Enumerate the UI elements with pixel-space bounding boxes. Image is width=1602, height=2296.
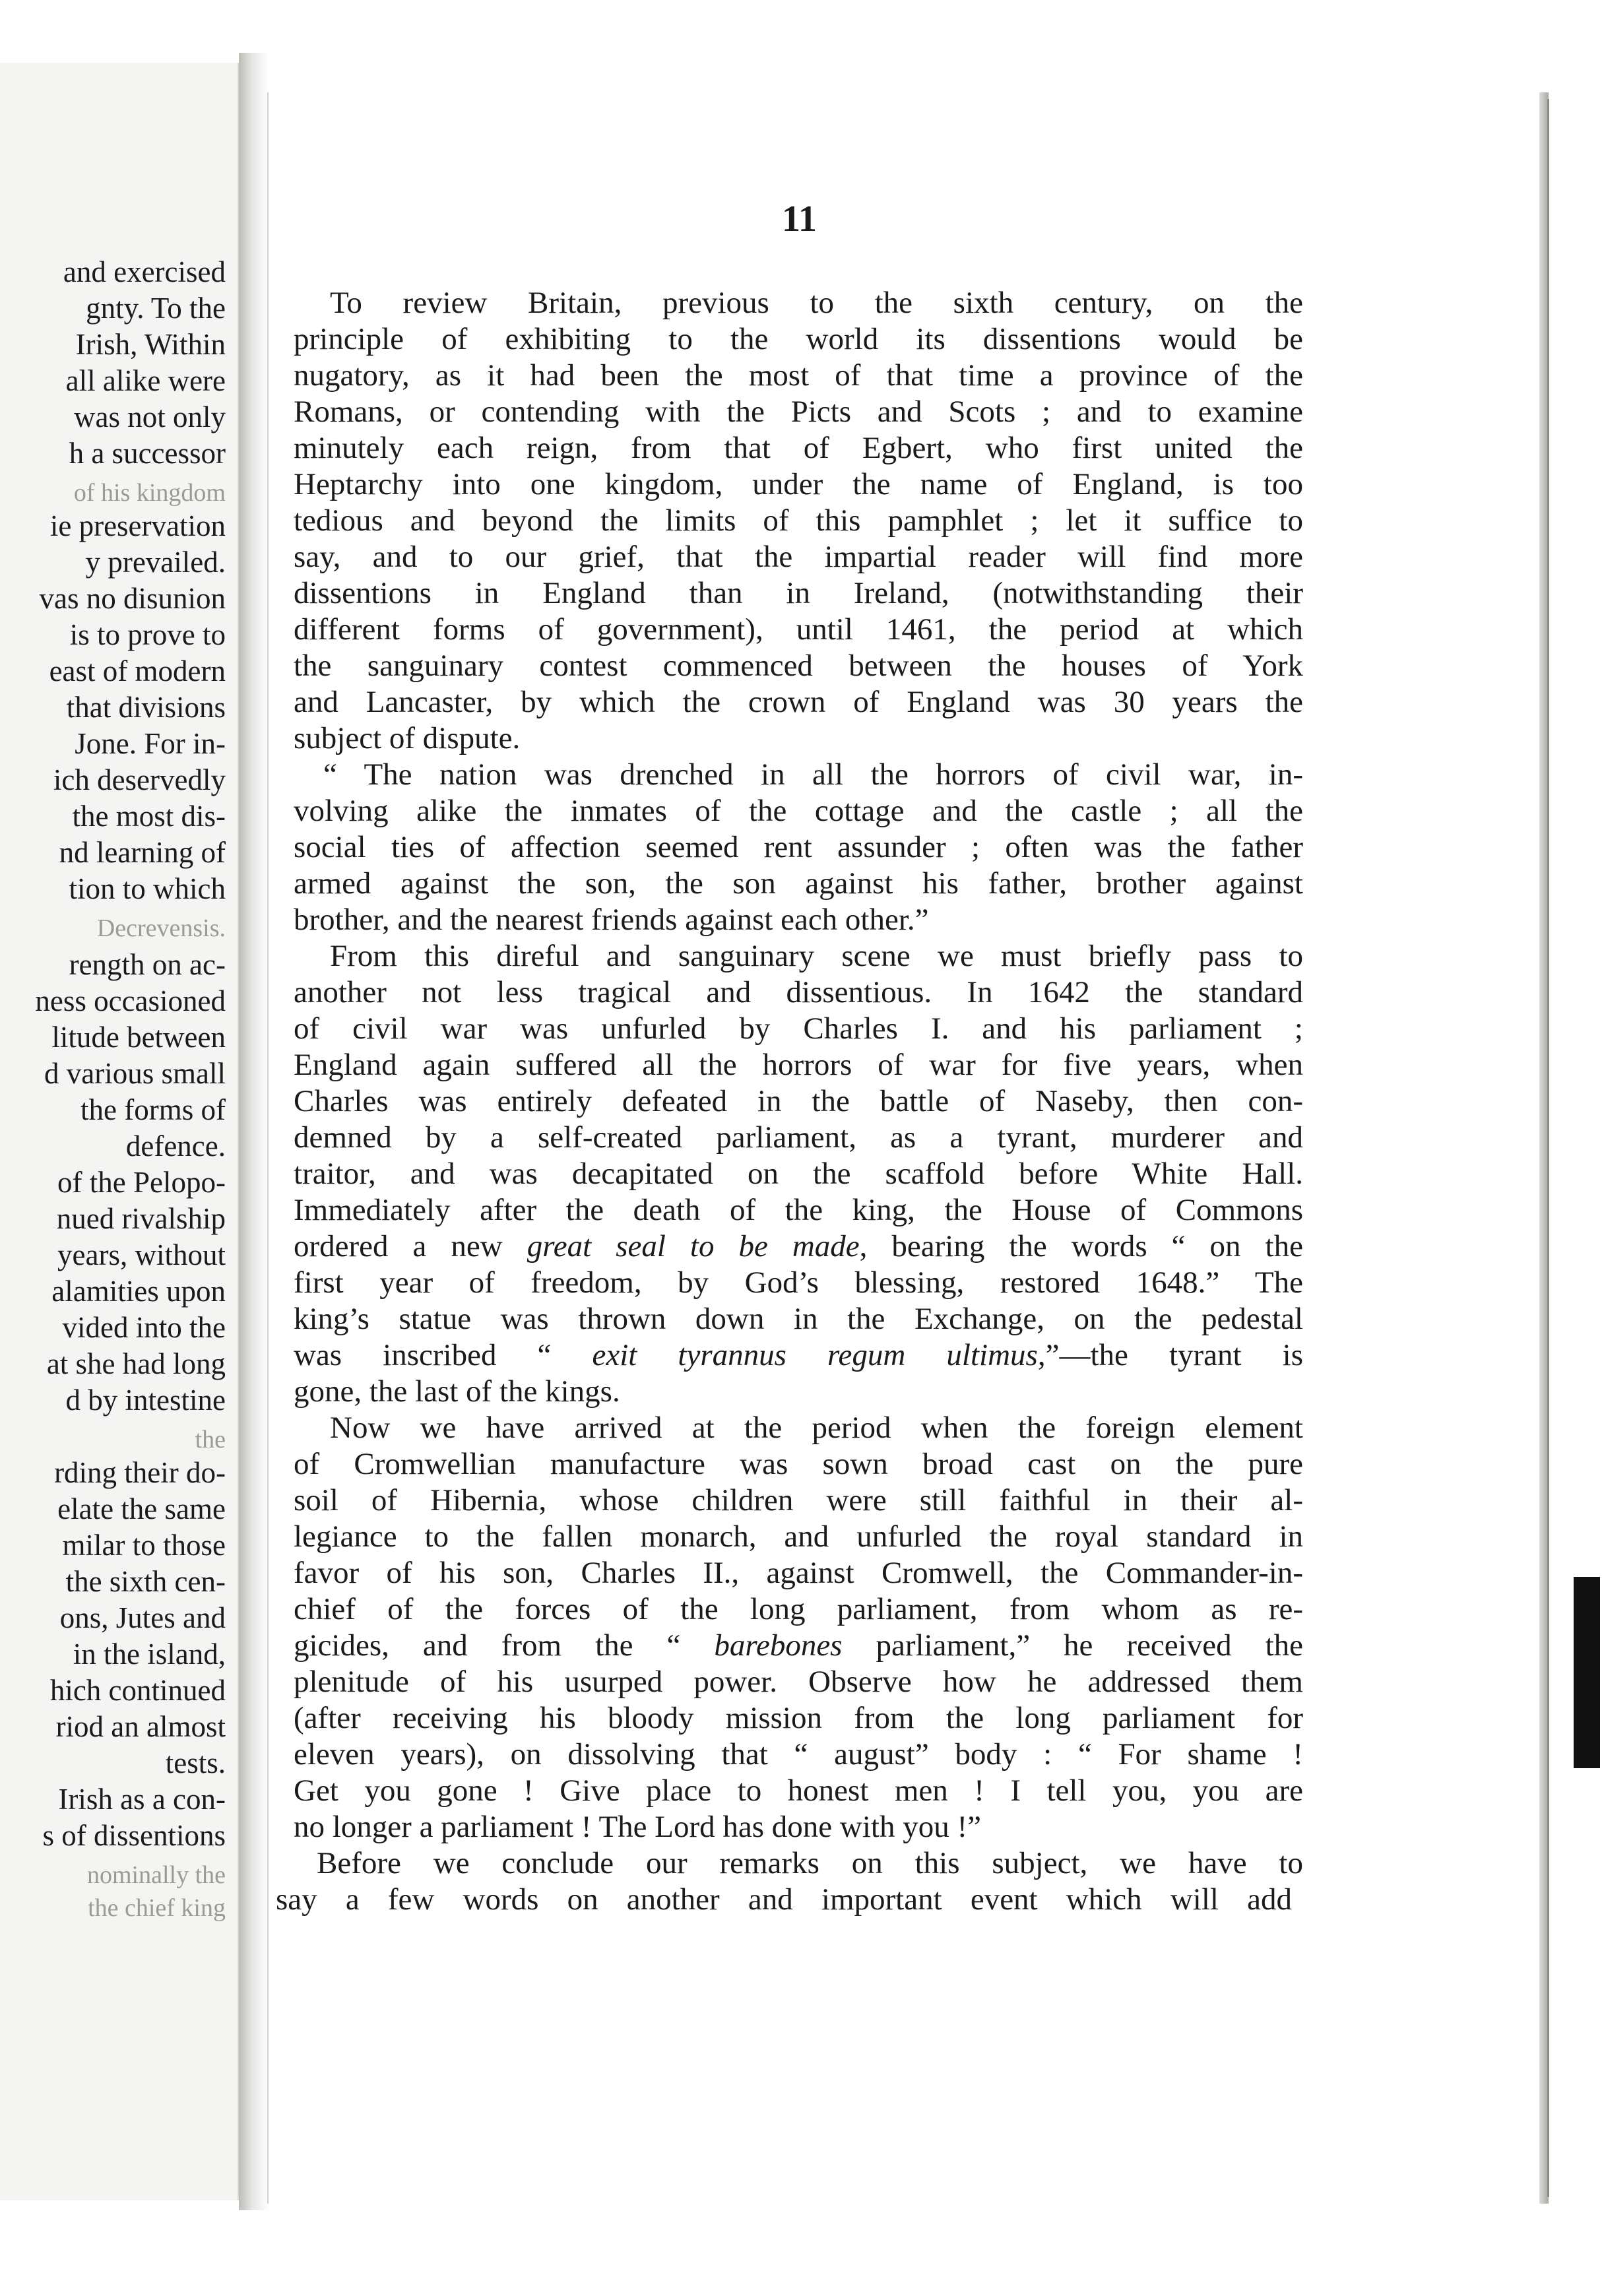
body-line: say, and to our grief, that the impartial reader will find more: [294, 540, 1303, 574]
left-page-line: nd learning of: [59, 836, 226, 869]
left-page-line: ie preservation: [49, 509, 226, 542]
left-page-line: tests.: [165, 1746, 226, 1779]
body-line: say a few words on another and important event which will add: [276, 1882, 1292, 1917]
body-line: nugatory, as it had been the most of that time a province of the: [294, 358, 1303, 393]
scan-margin-marker: [1574, 1577, 1600, 1768]
left-page-line: elate the same: [57, 1492, 226, 1525]
left-page-line: Jone. For in-: [75, 727, 226, 760]
left-page-line: h a successor: [69, 437, 226, 470]
body-line: chief of the forces of the long parliament, from whom as re-: [294, 1592, 1303, 1626]
body-line: principle of exhibiting to the world its dissentions would be: [294, 322, 1303, 356]
body-line: legiance to the fallen monarch, and unfurled the royal standard in: [294, 1519, 1303, 1554]
body-line: subject of dispute.: [294, 721, 521, 755]
left-page-line: litude between: [51, 1021, 226, 1054]
body-line: plenitude of his usurped power. Observe how he addressed them: [294, 1665, 1303, 1699]
body-line: of Cromwellian manufacture was sown broad cast on the pure: [294, 1447, 1303, 1481]
body-line: favor of his son, Charles II., against Cromwell, the Commander-in-: [294, 1556, 1303, 1590]
left-page-line: d various small: [44, 1057, 226, 1090]
left-page-line: alamities upon: [51, 1275, 226, 1308]
body-line: dissentions in England than in Ireland, (notwithstanding their: [294, 576, 1303, 610]
body-line: “ The nation was drenched in all the horrors of civil war, in-: [323, 757, 1303, 792]
left-page-line: s of dissentions: [42, 1819, 226, 1852]
left-page-line: of the Pelopo-: [57, 1166, 226, 1199]
body-line: no longer a parliament ! The Lord has done with you !”: [294, 1810, 981, 1844]
left-page-line: gnty. To the: [86, 292, 226, 325]
body-line: volving alike the inmates of the cottage and the castle ; all the: [294, 794, 1303, 828]
italic-phrase: great seal to be made: [527, 1229, 860, 1263]
left-page-line: milar to those: [62, 1529, 226, 1562]
body-line: another not less tragical and dissentious. In 1642 the standard: [294, 975, 1303, 1009]
page-edge-line: [1547, 99, 1549, 2197]
left-page-line: all alike were: [65, 364, 226, 397]
body-line: was inscribed “ exit tyrannus regum ultimus,”—the tyrant is: [294, 1338, 1303, 1372]
left-page-line: vas no disunion: [39, 582, 226, 615]
body-line: Romans, or contending with the Picts and Scots ; and to examine: [294, 395, 1303, 429]
body-line: gicides, and from the “ barebones parliament,” he received the: [294, 1628, 1303, 1663]
body-line: Heptarchy into one kingdom, under the name of England, is too: [294, 467, 1303, 501]
body-line: first year of freedom, by God’s blessing, restored 1648.” The: [294, 1265, 1303, 1300]
left-page-line: nued rivalship: [56, 1202, 226, 1235]
body-line: soil of Hibernia, whose children were still faithful in their al-: [294, 1483, 1303, 1517]
left-page-line: ness occasioned: [35, 984, 226, 1017]
left-page-line: the: [195, 1426, 226, 1453]
italic-phrase: barebones: [714, 1628, 843, 1663]
body-line: eleven years), on dissolving that “ august” body : “ For shame !: [294, 1737, 1303, 1771]
body-line: England again suffered all the horrors of war for five years, when: [294, 1048, 1303, 1082]
body-line: Get you gone ! Give place to honest men ! I tell you, you are: [294, 1773, 1303, 1808]
left-page-line: the forms of: [80, 1093, 226, 1126]
left-page-line: rding their do-: [54, 1456, 226, 1489]
body-line: the sanguinary contest commenced between the houses of York: [294, 649, 1303, 683]
left-page-line: in the island,: [73, 1638, 226, 1671]
left-page-line: at she had long: [46, 1347, 226, 1380]
left-page-line: defence.: [125, 1130, 226, 1163]
body-line: Charles was entirely defeated in the battle of Naseby, then con-: [294, 1084, 1303, 1118]
left-page-line: Irish, Within: [75, 328, 226, 361]
body-line: Immediately after the death of the king, the House of Commons: [294, 1193, 1303, 1227]
body-line: (after receiving his bloody mission from the long parliament for: [294, 1701, 1303, 1735]
left-page-line: the most dis-: [72, 800, 226, 833]
body-line: of civil war was unfurled by Charles I. and his parliament ;: [294, 1011, 1303, 1046]
left-page-line: the chief king: [88, 1894, 226, 1922]
body-line: To review Britain, previous to the sixth century, on the: [330, 286, 1303, 320]
left-page-line: tion to which: [69, 872, 226, 905]
left-page-line: riod an almost: [55, 1710, 226, 1743]
gutter-shadow: [239, 53, 269, 2210]
body-line: and Lancaster, by which the crown of England was 30 years the: [294, 685, 1303, 719]
left-page-line: y prevailed.: [85, 546, 226, 579]
body-line: brother, and the nearest friends against each other.”: [294, 903, 929, 937]
left-page-line: that divisions: [66, 691, 226, 724]
body-line: From this direful and sanguinary scene we must briefly pass to: [330, 939, 1303, 973]
left-page-line: of his kingdom: [73, 479, 226, 507]
left-page-line: hich continued: [49, 1674, 226, 1707]
left-page-line: Decrevensis.: [96, 914, 226, 942]
body-line: minutely each reign, from that of Egbert, who first united the: [294, 431, 1303, 465]
body-line: different forms of government), until 1461, the period at which: [294, 612, 1303, 647]
body-line: social ties of affection seemed rent assunder ; often was the father: [294, 830, 1303, 864]
page-number: 11: [782, 199, 817, 239]
left-page-line: ich deservedly: [53, 763, 226, 796]
body-line: traitor, and was decapitated on the scaffold before White Hall.: [294, 1157, 1303, 1191]
body-line: demned by a self-created parliament, as a tyrant, murderer and: [294, 1120, 1303, 1155]
left-page-line: nominally the: [86, 1861, 226, 1889]
left-page-line: years, without: [57, 1238, 226, 1271]
italic-phrase: exit tyrannus regum ultimus: [592, 1338, 1038, 1372]
body-line: tedious and beyond the limits of this pamphlet ; let it suffice to: [294, 503, 1303, 538]
body-line: armed against the son, the son against his father, brother against: [294, 866, 1303, 901]
left-page-line: d by intestine: [65, 1384, 226, 1417]
left-page-line: was not only: [74, 400, 226, 433]
left-page-line: ons, Jutes and: [59, 1601, 226, 1634]
body-line: king’s statue was thrown down in the Exchange, on the pedestal: [294, 1302, 1303, 1336]
left-page-line: Irish as a con-: [58, 1783, 226, 1816]
left-page-line: the sixth cen-: [65, 1565, 226, 1598]
body-line: Now we have arrived at the period when the foreign element: [330, 1411, 1303, 1445]
body-line: Before we conclude our remarks on this subject, we have to: [317, 1846, 1303, 1880]
left-page-line: rength on ac-: [69, 948, 226, 981]
previous-page-strip: [0, 63, 240, 2200]
body-line: gone, the last of the kings.: [294, 1374, 620, 1409]
left-page-line: east of modern: [49, 654, 226, 687]
body-line: ordered a new great seal to be made, bearing the words “ on the: [294, 1229, 1303, 1263]
left-page-line: is to prove to: [69, 618, 226, 651]
left-page-line: and exercised: [63, 255, 226, 288]
left-page-line: vided into the: [62, 1311, 226, 1344]
